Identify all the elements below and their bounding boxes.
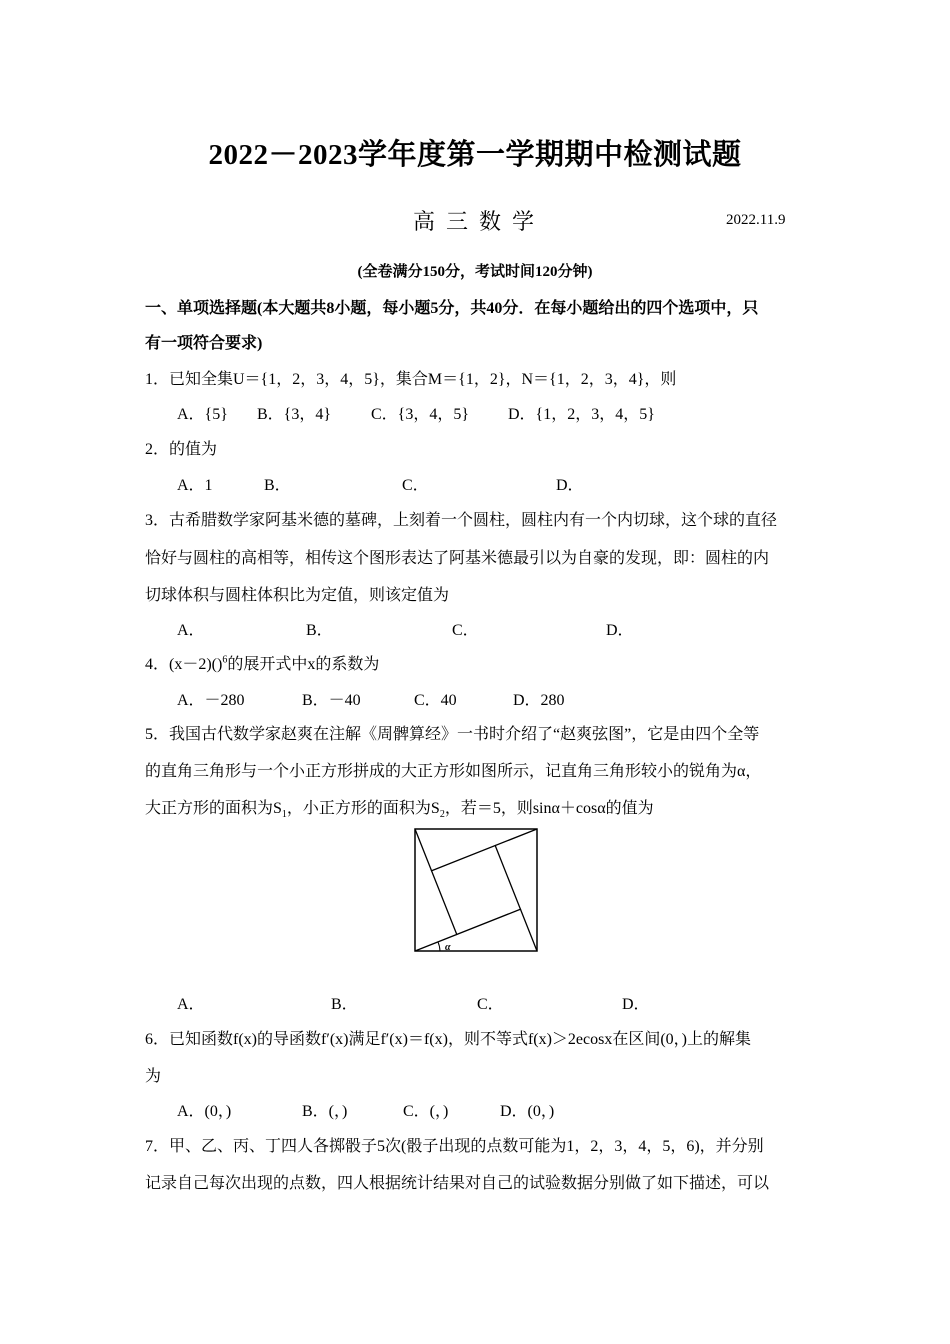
question-5-line3-a: 大正方形的面积为S [145, 800, 282, 817]
exam-note: (全卷满分150分，考试时间120分钟) [357, 264, 593, 280]
question-2-option-b: B． [264, 477, 291, 494]
question-3-option-a: A． [177, 622, 205, 639]
zhao-shuang-diagram [413, 827, 539, 955]
triangle-edge-1 [415, 909, 521, 951]
question-5-line3 [145, 795, 654, 820]
question-5-sub-1: 1 [281, 809, 287, 821]
question-6-option-c: C．(，) [403, 1103, 449, 1120]
question-1-option-c: C．{3，4，5} [371, 406, 470, 423]
question-6-line2: 为 [145, 1068, 162, 1085]
question-4-stem-pre: 4．(x－2)() [145, 656, 223, 673]
question-6-line1: 6．已知函数f(x)的导函数f′(x)满足f′(x)＝f(x)，则不等式f(x)＞2ecosx在区间(0，)上的解集 [145, 1031, 752, 1048]
section-heading-line1: 一、单项选择题(本大题共8小题，每小题5分，共40分．在每小题给出的四个选项中，只 [145, 300, 759, 317]
question-5-line2: 的直角三角形与一个小正方形拼成的大正方形如图所示，记直角三角形较小的锐角为α， [145, 763, 762, 780]
question-5-option-a: A． [177, 996, 205, 1013]
question-2-option-d: D． [556, 477, 584, 494]
question-6-option-b: B．(，) [302, 1103, 348, 1120]
question-6-option-d: D．(0，) [500, 1103, 555, 1120]
question-5-option-c: C． [477, 996, 504, 1013]
question-4-stem [145, 651, 379, 674]
question-3-line1: 3．古希腊数学家阿基米德的墓碑，上刻着一个圆柱，圆柱内有一个内切球，这个球的直径 [145, 512, 778, 529]
question-2-option-a: A．1 [177, 477, 213, 494]
alpha-arc [438, 942, 440, 951]
alpha-label: α [445, 942, 451, 953]
question-1-option-d: D．{1，2，3，4，5} [508, 406, 655, 423]
question-5-option-d: D． [622, 996, 650, 1013]
question-6-option-a: A．(0，) [177, 1103, 232, 1120]
question-2-option-c: C． [402, 477, 429, 494]
subject-heading: 高三数学 [413, 209, 546, 234]
outer-square [415, 829, 537, 951]
question-3-option-d: D． [606, 622, 634, 639]
question-4-option-a: A．－280 [177, 692, 245, 709]
question-7-line2: 记录自己每次出现的点数，四人根据统计结果对自己的试验数据分别做了如下描述，可以 [145, 1175, 770, 1192]
question-5-option-b: B． [331, 996, 358, 1013]
question-4-stem-post: 的展开式中x的系数为 [227, 656, 380, 673]
question-5-line1: 5．我国古代数学家赵爽在注解《周髀算经》一书时介绍了“赵爽弦图”，它是由四个全等 [145, 726, 760, 743]
question-4-option-c: C．40 [414, 692, 457, 709]
question-3-line2: 恰好与圆柱的高相等，相传这个图形表达了阿基米德最引以为自豪的发现，即：圆柱的内 [145, 550, 770, 567]
question-3-option-c: C． [452, 622, 479, 639]
question-2-stem: 2．的值为 [145, 441, 218, 458]
question-4-option-b: B．－40 [302, 692, 361, 709]
question-5-sub-2: 2 [439, 809, 445, 821]
question-5-line3-c: ，若＝5，则sinα＋cosα的值为 [444, 800, 654, 817]
question-1-option-b: B．{3，4} [257, 406, 332, 423]
question-5-line3-b: ，小正方形的面积为S [286, 800, 440, 817]
triangle-edge-4 [415, 829, 457, 935]
question-3-line3: 切球体积与圆柱体积比为定值，则该定值为 [145, 587, 450, 604]
question-1-stem: 1．已知全集U＝{1，2，3，4，5}，集合M＝{1，2}，N＝{1，2，3，4}，则 [145, 371, 677, 388]
question-7-line1: 7．甲、乙、丙、丁四人各掷骰子5次(骰子出现的点数可能为1，2，3，4，5，6)，并分别 [145, 1138, 764, 1155]
section-heading-line2: 有一项符合要求) [145, 335, 263, 352]
exam-date: 2022.11.9 [726, 212, 786, 228]
triangle-edge-3 [431, 829, 537, 871]
question-1-option-a: A．{5} [177, 406, 228, 423]
exam-title: 2022－2023学年度第一学期期中检测试题 [208, 139, 742, 171]
question-3-option-b: B． [306, 622, 333, 639]
triangle-edge-2 [495, 845, 537, 951]
question-4-option-d: D．280 [513, 692, 565, 709]
question-4-exponent: 6 [222, 654, 228, 666]
